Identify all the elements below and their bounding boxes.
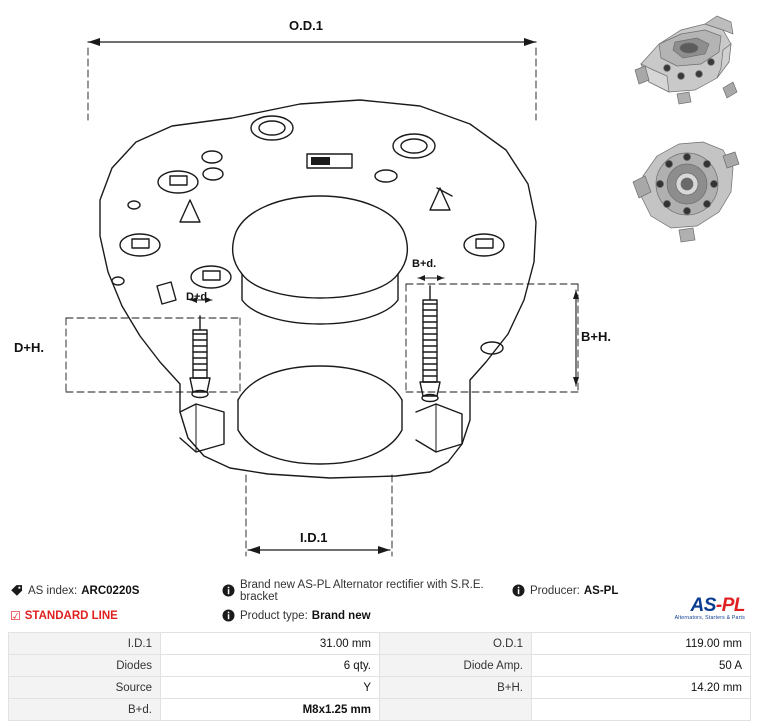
as-pl-logo	[675, 596, 745, 621]
spec-value	[532, 699, 751, 721]
as-index-block	[10, 584, 222, 597]
dim-label-id1: I.D.1	[300, 530, 328, 545]
standard-line-block	[10, 609, 222, 623]
table-row	[9, 677, 751, 699]
spec-key	[380, 699, 532, 721]
spec-key: I.D.1	[9, 633, 161, 655]
description-block	[222, 579, 512, 603]
dim-label-dh: D+H.	[14, 340, 44, 355]
info-icon-type	[222, 609, 235, 622]
producer-value: AS-PL	[583, 584, 619, 597]
producer-label: Producer:	[530, 584, 580, 597]
table-row	[9, 655, 751, 677]
as-index-label: AS index:	[28, 584, 78, 597]
info-icon-producer	[512, 584, 525, 597]
spec-value: 6 qty.	[161, 655, 380, 677]
logo-text	[675, 596, 745, 615]
as-index-value: ARC0220S	[81, 584, 140, 597]
description-label: Brand new AS-PL Alternator rectifier with S.R.E. bracket	[240, 578, 484, 603]
info-icon	[222, 584, 235, 597]
spec-key: B+d.	[9, 699, 161, 721]
spec-key: Diode Amp.	[380, 655, 532, 677]
table-row	[9, 633, 751, 655]
spec-key: B+H.	[380, 677, 532, 699]
tag-icon	[10, 584, 23, 597]
spec-key: Source	[9, 677, 161, 699]
product-type-block	[222, 609, 512, 622]
rectifier-photo-front[interactable]	[619, 130, 751, 250]
info-row-2	[10, 603, 749, 628]
dim-label-od1: O.D.1	[289, 18, 323, 33]
photo-angled-svg	[619, 6, 751, 126]
spec-value: 14.20 mm	[532, 677, 751, 699]
product-info-strip	[0, 572, 759, 630]
dim-label-bd: B+d.	[412, 258, 437, 270]
spec-value: M8x1.25 mm	[161, 699, 380, 721]
dim-label-bh: B+H.	[581, 329, 611, 344]
info-row-1	[10, 578, 749, 603]
check-icon: ☑	[10, 608, 21, 623]
product-type-value: Brand new	[311, 609, 371, 622]
spec-value: 50 A	[532, 655, 751, 677]
spec-value: 31.00 mm	[161, 633, 380, 655]
logo-as: AS	[690, 595, 716, 616]
logo-pl: -PL	[715, 595, 745, 616]
logo-tagline: Alternators, Starters & Parts	[674, 615, 745, 621]
product-type-label: Product type:	[240, 609, 308, 622]
spec-value: Y	[161, 677, 380, 699]
spec-key: Diodes	[9, 655, 161, 677]
specifications-table	[8, 632, 751, 721]
table-row	[9, 699, 751, 721]
rectifier-photo-angled[interactable]	[619, 6, 751, 126]
dim-label-dd: D+d.	[186, 291, 211, 303]
product-photo-gallery	[619, 6, 751, 256]
spec-value: 119.00 mm	[532, 633, 751, 655]
spec-key: O.D.1	[380, 633, 532, 655]
photo-front-svg	[619, 130, 751, 250]
standard-line-label: STANDARD LINE	[24, 609, 118, 622]
